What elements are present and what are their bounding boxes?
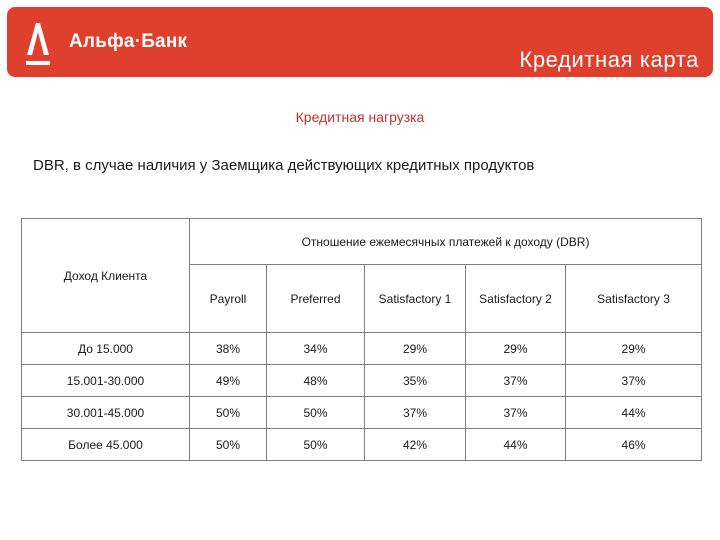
- section-title: Кредитная нагрузка: [295, 109, 425, 125]
- income-cell: 15.001-30.000: [22, 365, 190, 397]
- value-cell: 50%: [267, 397, 365, 429]
- value-cell: 37%: [365, 397, 466, 429]
- column-header: Satisfactory 2: [466, 265, 566, 333]
- value-cell: 29%: [365, 333, 466, 365]
- value-cell: 35%: [365, 365, 466, 397]
- value-cell: 38%: [190, 333, 267, 365]
- value-cell: 46%: [566, 429, 702, 461]
- table-row: [22, 365, 702, 397]
- value-cell: 34%: [267, 333, 365, 365]
- page-header: [7, 7, 713, 77]
- column-header: Preferred: [267, 265, 365, 333]
- value-cell: 42%: [365, 429, 466, 461]
- column-header: Satisfactory 1: [365, 265, 466, 333]
- logo-text: Альфа·Банк: [69, 31, 188, 52]
- table-row: [22, 333, 702, 365]
- value-cell: 48%: [267, 365, 365, 397]
- column-header: Payroll: [190, 265, 267, 333]
- income-cell: До 15.000: [22, 333, 190, 365]
- value-cell: 29%: [566, 333, 702, 365]
- value-cell: 50%: [190, 429, 267, 461]
- table-row: [22, 397, 702, 429]
- alfa-bank-logo-icon: [23, 15, 53, 69]
- income-header: Доход Клиента: [22, 219, 190, 333]
- value-cell: 37%: [566, 365, 702, 397]
- value-cell: 50%: [190, 397, 267, 429]
- value-cell: 44%: [466, 429, 566, 461]
- dbr-table: [21, 218, 702, 461]
- income-cell: 30.001-45.000: [22, 397, 190, 429]
- column-header: Satisfactory 3: [566, 265, 702, 333]
- value-cell: 37%: [466, 365, 566, 397]
- value-cell: 44%: [566, 397, 702, 429]
- value-cell: 29%: [466, 333, 566, 365]
- table-row: [22, 429, 702, 461]
- value-cell: 50%: [267, 429, 365, 461]
- page-title: Кредитная карта: [519, 47, 699, 72]
- dbr-note: DBR, в случае наличия у Заемщика действующих кредитных продуктов: [33, 157, 535, 174]
- income-cell: Более 45.000: [22, 429, 190, 461]
- value-cell: 49%: [190, 365, 267, 397]
- dbr-group-header: Отношение ежемесячных платежей к доходу (DBR): [190, 219, 702, 265]
- value-cell: 37%: [466, 397, 566, 429]
